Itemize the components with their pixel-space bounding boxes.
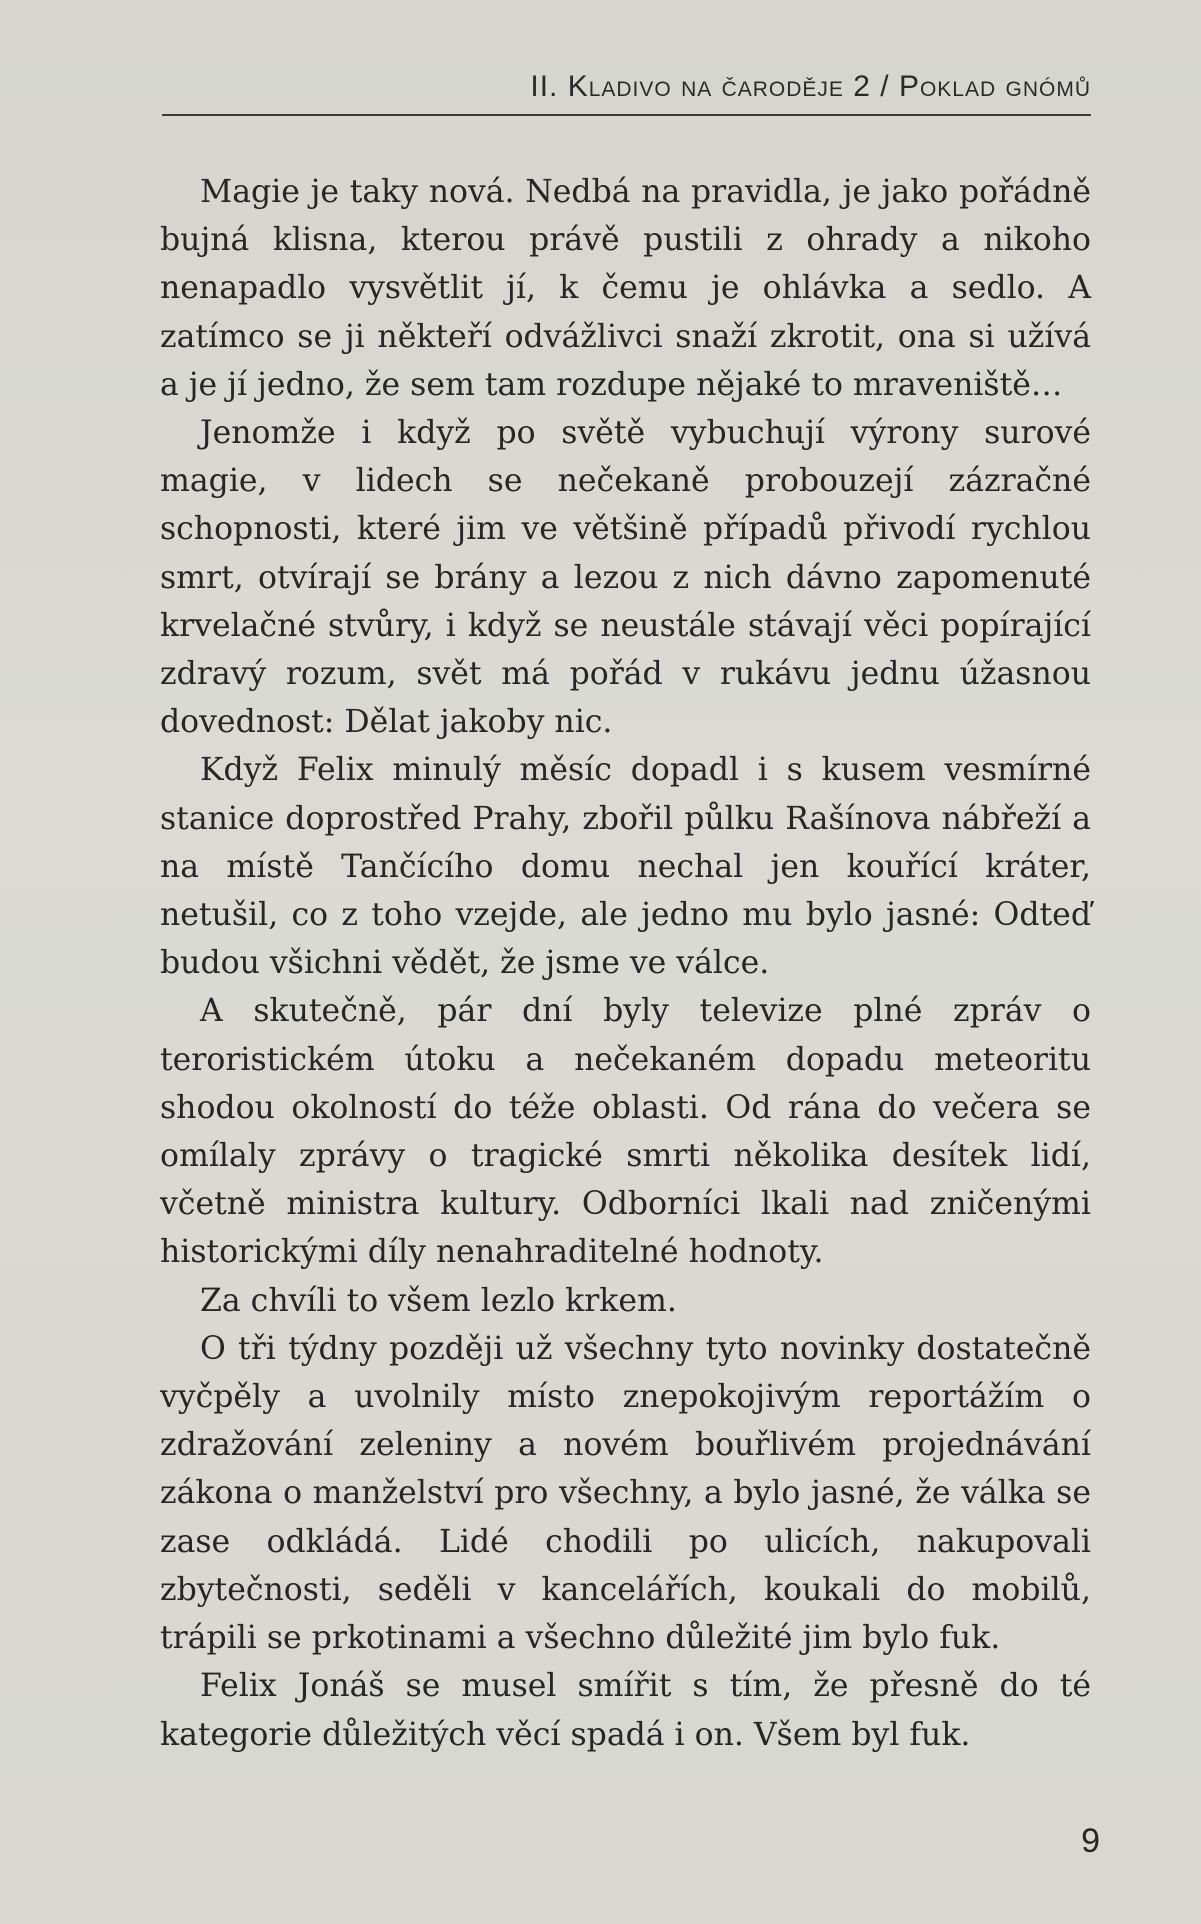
paragraph: Felix Jonáš se musel smířit s tím, že přesně do té kategorie důležitých věcí spadá i on. Všem byl fuk. — [160, 1668, 1091, 1753]
body-text — [160, 168, 1091, 1759]
paragraph: Když Felix minulý měsíc dopadl i s kusem vesmírné stanice doprostřed Prahy, zbořil půlku Rašínova nábřeží a na místě Tančícího domu nechal jen kouřící kráter, netušil, co z toho vzejde, ale jedno mu bylo jasné: Odteď budou všichni vědět, že jsme ve válce. — [160, 752, 1091, 982]
paragraph: Za chvíli to všem lezlo krkem. — [200, 1282, 677, 1319]
paragraph: A skutečně, pár dní byly televize plné zpráv o teroristickém útoku a nečekaném dopadu meteoritu shodou okolností do téže oblasti. Od rána do večera se omílaly zprávy o tragické smrti několika desítek lidí, včetně ministra kultury. Odborníci lkali nad zničenými historickými díly nenahraditelné hodnoty. — [160, 993, 1091, 1271]
running-header: II. Kladivo na čaroděje 2 / Poklad gnómů — [162, 64, 1091, 116]
paragraph: Jenomže i když po světě vybuchují výrony surové magie, v lidech se nečekaně probouzejí zázračné schopnosti, které jim ve většině případů přivodí rychlou smrt, otvírají se brány a lezou z nich dávno zapomenuté krvelačné stvůry, i když se neustále stávají věci popírající zdravý rozum, svět má pořád v rukávu jednu úžasnou dovednost: Dělat jakoby nic. — [160, 415, 1091, 741]
page-number: 9 — [1081, 1822, 1100, 1860]
paragraph: Magie je taky nová. Nedbá na pravidla, je jako pořádně bujná klisna, kterou právě pustili z ohrady a nikoho nenapadlo vysvětlit jí, k čemu je ohlávka a sedlo. A zatímco se ji někteří odvážlivci snaží zkrotit, ona si užívá a je jí jedno, že sem tam rozdupe nějaké to mraveniště… — [160, 174, 1091, 403]
paragraph: O tři týdny později už všechny tyto novinky dostatečně vyčpěly a uvolnily místo znepokojivým reportážím o zdražování zeleniny a novém bouřlivém projednávání zákona o manželství pro všechny, a bylo jasné, že válka se zase odkládá. Lidé chodili po ulicích, nakupovali zbytečnosti, seděli v kancelářích, koukali do mobilů, trápili se prkotinami a všechno důležité jim bylo fuk. — [160, 1330, 1091, 1657]
